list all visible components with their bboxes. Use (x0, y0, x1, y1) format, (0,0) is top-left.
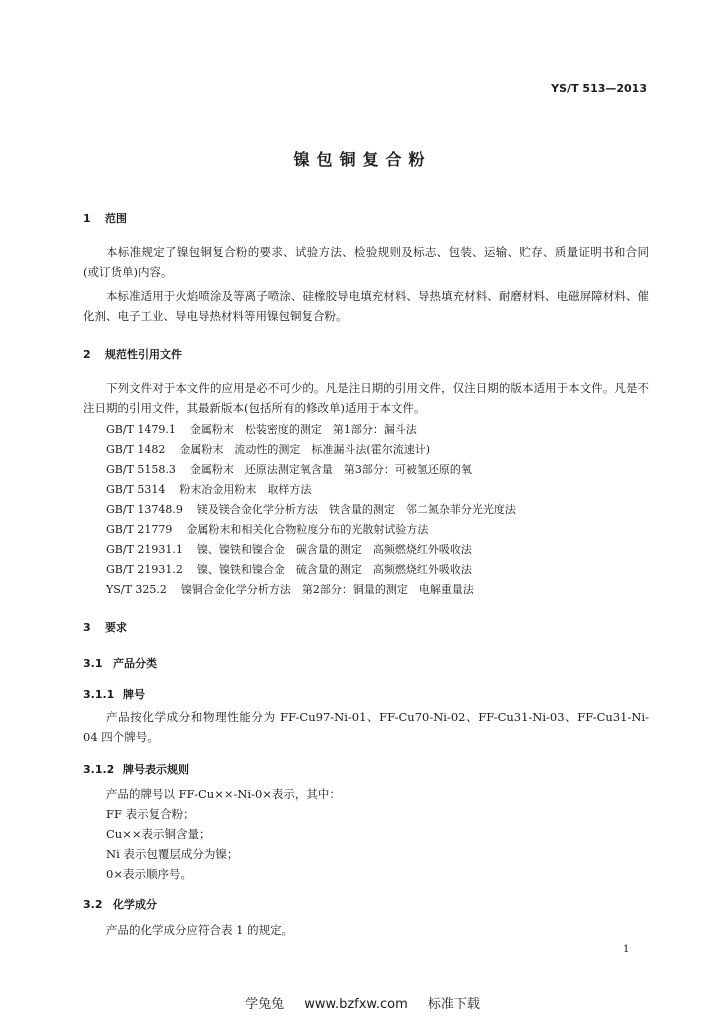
section-3-title: 要求 (105, 621, 127, 634)
section-1-number: 1 (83, 212, 91, 225)
reference-code: YS/T 325.2 (106, 583, 167, 596)
section-3-2-title: 化学成分 (113, 898, 157, 911)
rule-line: 产品的牌号以 FF-Cu××-Ni-0×表示，其中： (106, 787, 341, 801)
section-2-number: 2 (83, 348, 91, 361)
section-3-2-paragraph: 产品的化学成分应符合表 1 的规定。 (106, 923, 294, 937)
reference-title: 镁及镁合金化学分析方法 铁含量的测定 邻二氮杂菲分光光度法 (196, 503, 516, 516)
reference-title: 镍铜合金化学分析方法 第2部分：铜量的测定 电解重量法 (180, 583, 474, 596)
reference-title: 金属粉末 松装密度的测定 第1部分：漏斗法 (189, 423, 417, 436)
reference-item (106, 521, 428, 537)
section-1-heading (83, 210, 127, 226)
section-2-intro: 下列文件对于本文件的应用是必不可少的。凡是注日期的引用文件，仅注日期的版本适用于本文件。凡是不注日期的引用文件，其最新版本(包括所有的修改单)适用于本文件。 (83, 381, 649, 415)
reference-item (106, 441, 430, 457)
reference-title: 镍、镍铁和镍合金 硫含量的测定 高频燃烧红外吸收法 (196, 563, 472, 576)
rule-line: 0×表示顺序号。 (106, 867, 192, 881)
section-3-1-1-number: 3.1.1 (83, 688, 115, 701)
section-1-paragraph-2: 本标准适用于火焰喷涂及等离子喷涂、硅橡胶导电填充材料、导热填充材料、耐磨材料、电磁屏障材料、催化剂、电子工业、导电导热材料等用镍包铜复合粉。 (83, 289, 649, 323)
section-1-paragraph-1: 本标准规定了镍包铜复合粉的要求、试验方法、检验规则及标志、包装、运输、贮存、质量证明书和合同(或订货单)内容。 (83, 245, 649, 279)
reference-code: GB/T 13748.9 (106, 503, 183, 516)
reference-title: 镍、镍铁和镍合金 碳含量的测定 高频燃烧红外吸收法 (196, 543, 472, 556)
reference-title: 金属粉末和相关化合物粒度分布的光散射试验方法 (186, 523, 429, 536)
section-3-2-heading (83, 896, 157, 912)
section-3-1-1-paragraph: 产品按化学成分和物理性能分为 FF-Cu97-Ni-01、FF-Cu70-Ni-02、FF-Cu31-Ni-03、FF-Cu31-Ni-04 四个牌号。 (83, 710, 649, 744)
reference-code: GB/T 21931.2 (106, 563, 183, 576)
section-3-1-1-heading (83, 686, 145, 702)
document-title: 镍包铜复合粉 (293, 150, 432, 169)
section-3-1-heading (83, 655, 157, 671)
section-3-number: 3 (83, 621, 91, 634)
reference-title: 金属粉末 流动性的测定 标准漏斗法(霍尔流速计) (179, 443, 430, 456)
reference-code: GB/T 5314 (106, 483, 166, 496)
footer-url[interactable]: www.bzfxw.com (304, 997, 408, 1012)
rule-line: Ni 表示包覆层成分为镍； (106, 847, 239, 861)
section-2-title: 规范性引用文件 (105, 348, 182, 361)
section-3-2-number: 3.2 (83, 898, 103, 911)
reference-item (106, 561, 472, 577)
footer-label: 标准下载 (427, 997, 480, 1012)
reference-code: GB/T 1479.1 (106, 423, 176, 436)
footer-watermark (0, 993, 725, 1012)
section-3-heading (83, 619, 127, 635)
section-3-1-title: 产品分类 (113, 657, 157, 670)
page-number: 1 (623, 944, 630, 955)
section-3-1-2-heading (83, 761, 189, 777)
reference-code: GB/T 1482 (106, 443, 166, 456)
footer-site-name: 学兔兔 (245, 997, 285, 1012)
reference-item (106, 481, 311, 497)
reference-item (106, 581, 474, 597)
section-3-1-2-number: 3.1.2 (83, 763, 115, 776)
reference-code: GB/T 21931.1 (106, 543, 183, 556)
section-3-1-1-title: 牌号 (123, 688, 145, 701)
reference-title: 粉末冶金用粉末 取样方法 (179, 483, 312, 496)
reference-item (106, 541, 472, 557)
reference-title: 金属粉末 还原法测定氧含量 第3部分：可被氢还原的氧 (189, 463, 472, 476)
reference-item (106, 501, 516, 517)
section-3-1-2-title: 牌号表示规则 (123, 763, 189, 776)
reference-item (106, 421, 417, 437)
section-3-1-number: 3.1 (83, 657, 103, 670)
section-2-heading (83, 346, 182, 362)
reference-item (106, 461, 472, 477)
section-1-title: 范围 (105, 212, 127, 225)
rule-line: Cu××表示铜含量； (106, 827, 211, 841)
rule-line: FF 表示复合粉； (106, 807, 195, 821)
reference-code: GB/T 5158.3 (106, 463, 176, 476)
standard-number: YS/T 513—2013 (551, 82, 647, 95)
reference-code: GB/T 21779 (106, 523, 173, 536)
